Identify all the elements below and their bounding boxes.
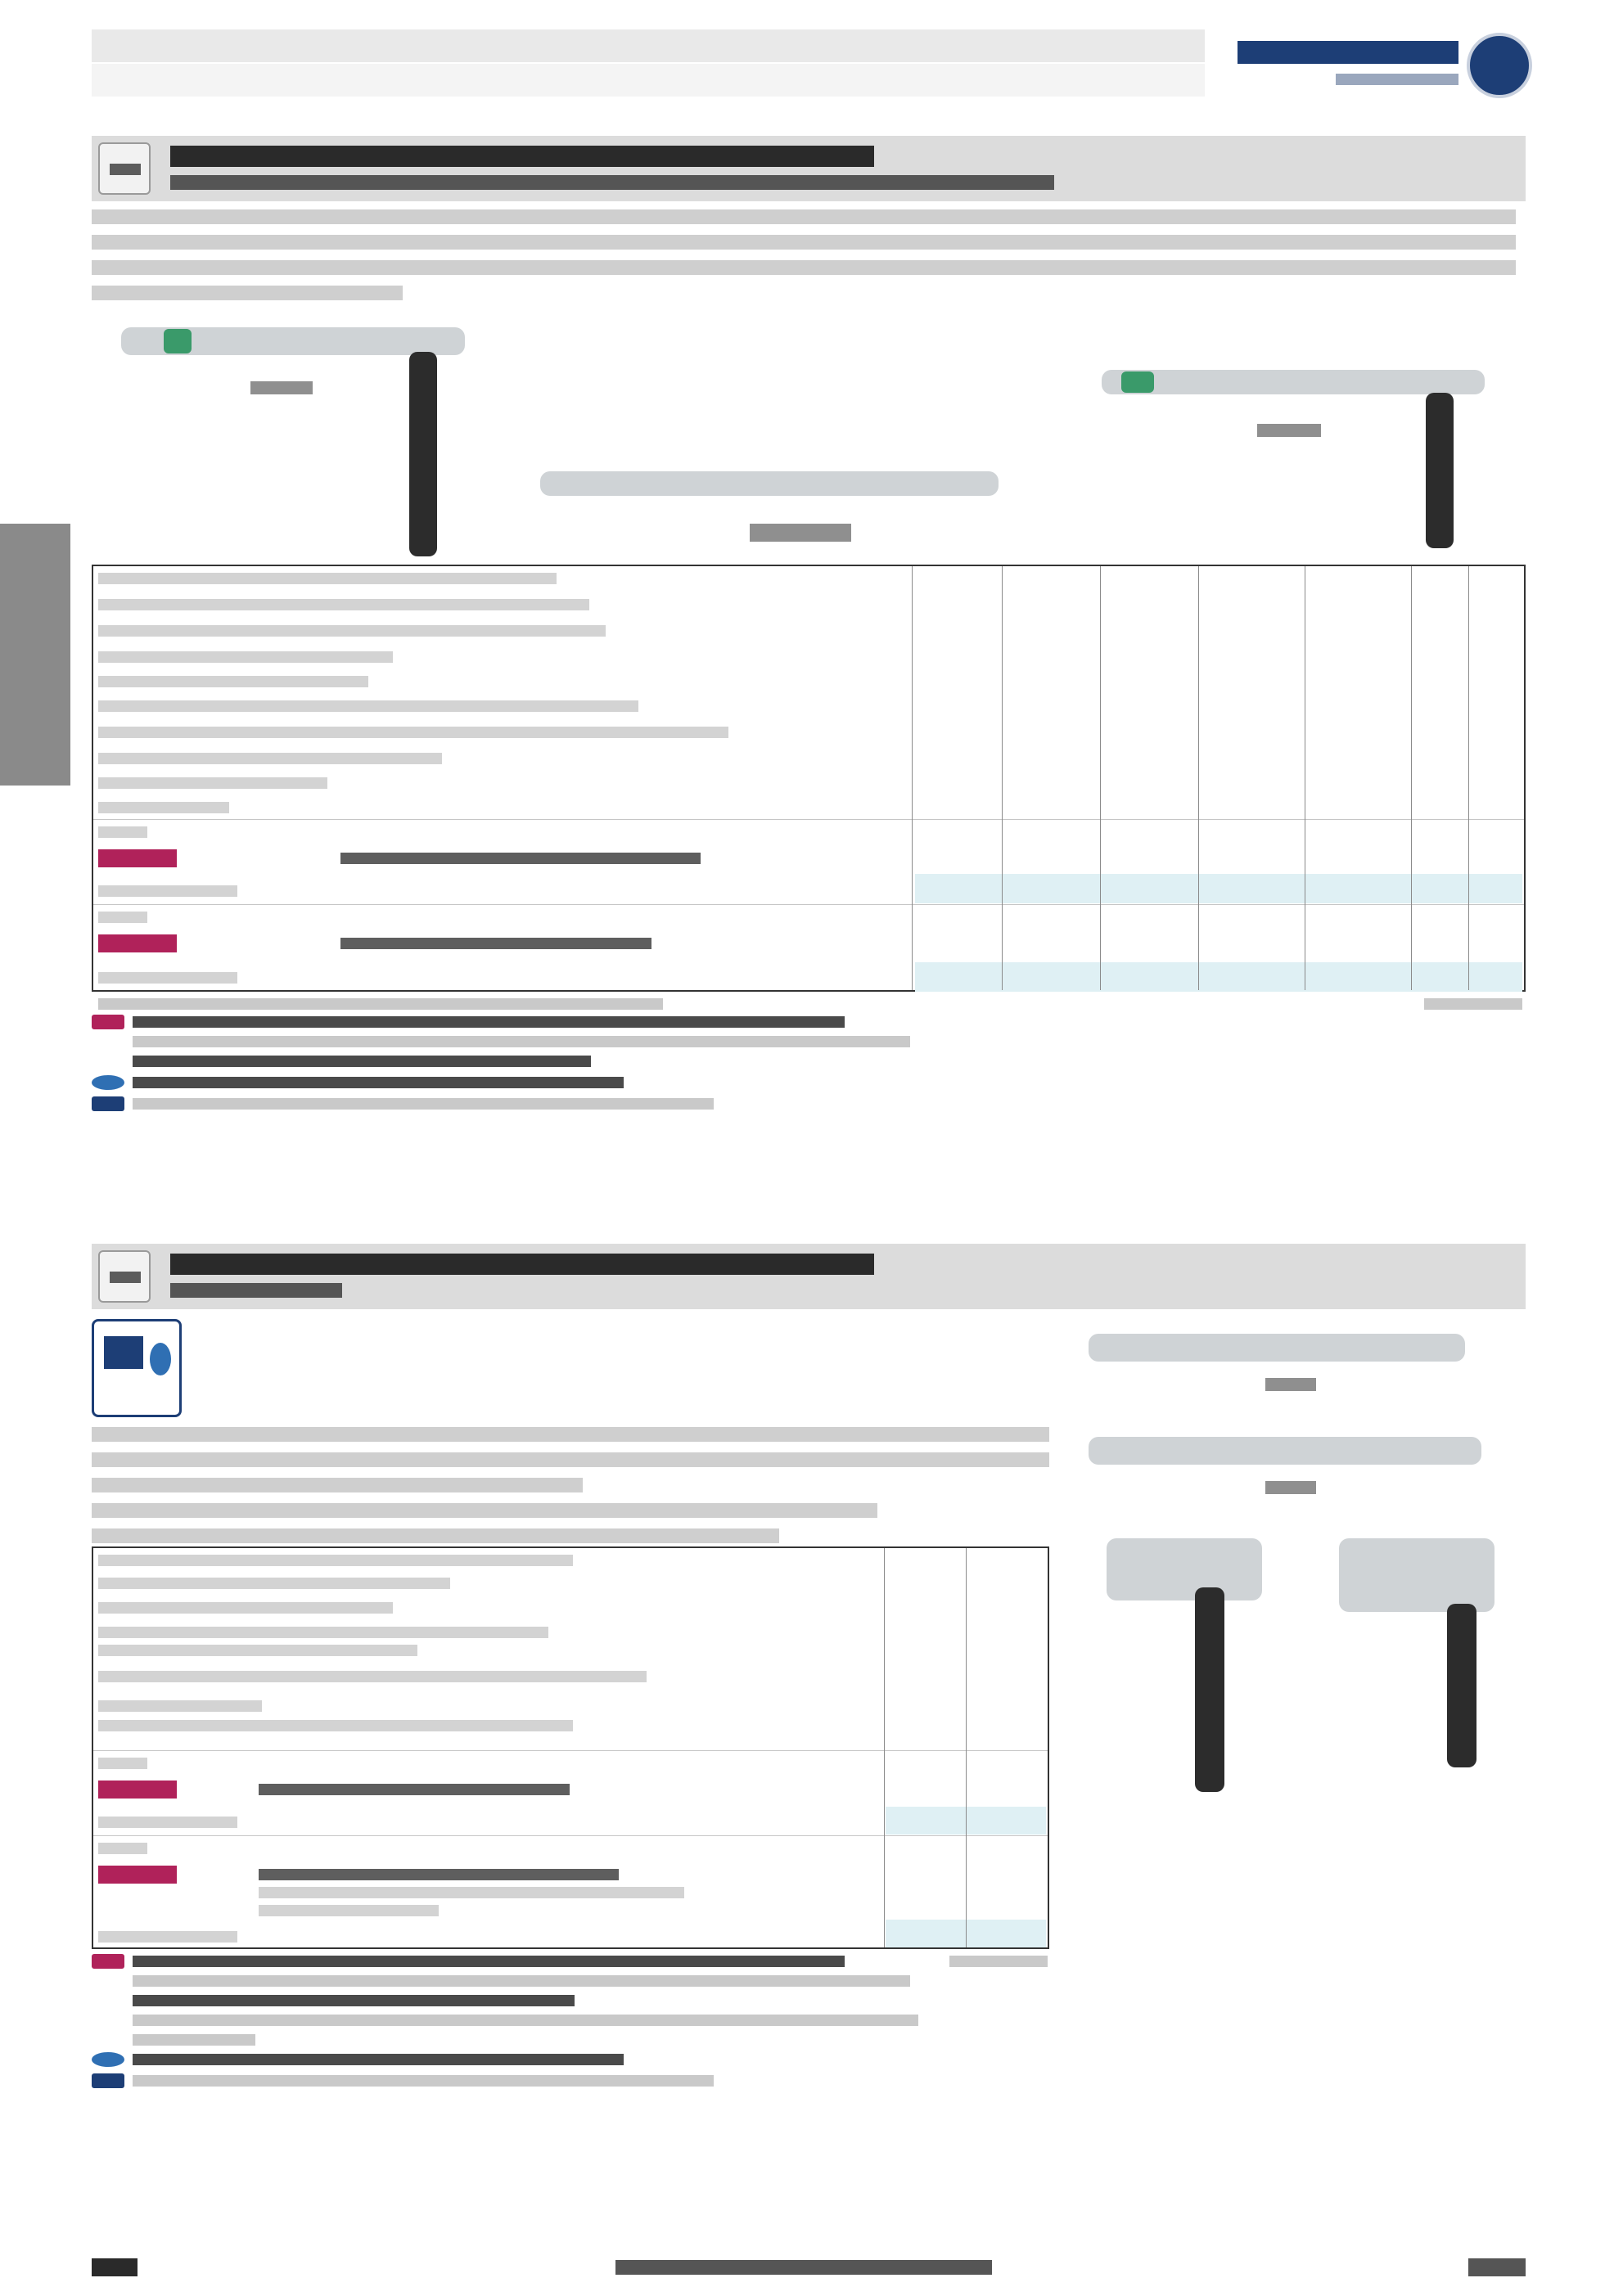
logo-subline	[1336, 74, 1458, 85]
figure-label-a	[250, 381, 313, 394]
header-line-1	[92, 29, 1205, 62]
product-photo-3-cable	[1426, 393, 1454, 548]
phone-icon	[92, 1075, 124, 1090]
figure-label-c	[1257, 424, 1321, 437]
product-group-icon	[98, 142, 151, 195]
product-photo-3-ring	[1121, 371, 1154, 393]
section-2-title-bar	[92, 1244, 1526, 1309]
page-header	[92, 29, 1532, 103]
header-line-2	[92, 64, 1205, 97]
section-2-description	[92, 1427, 1049, 1554]
product-group-icon-2	[98, 1250, 151, 1303]
pdf-arrow-icon	[92, 1015, 124, 1029]
product-photo-6	[1107, 1538, 1262, 1600]
product-photo-3	[1102, 370, 1485, 394]
spec-table-1	[92, 565, 1526, 992]
figure-label-b	[750, 524, 851, 542]
catalog-year	[1468, 2258, 1526, 2276]
back-arrow-icon	[92, 1096, 124, 1111]
ip-rating-icon	[92, 1319, 182, 1417]
product-photo-5	[1089, 1437, 1481, 1465]
section-2-subtitle	[170, 1283, 342, 1298]
phone-icon-2	[92, 2052, 124, 2067]
product-photo-4	[1089, 1334, 1465, 1362]
section-1-description	[92, 209, 1516, 300]
section-1-title-bar	[92, 136, 1526, 201]
spec-table-2	[92, 1546, 1049, 1949]
product-photo-1-ring	[164, 329, 192, 353]
product-photo-1-cable	[409, 352, 437, 556]
product-photo-2	[540, 471, 999, 496]
logo-wordmark	[1238, 41, 1458, 64]
section-1-title	[170, 146, 874, 167]
pdf-arrow-icon-2	[92, 1954, 124, 1969]
order-link[interactable]	[615, 2260, 992, 2275]
section-2	[92, 1244, 1526, 1309]
back-arrow-icon-2	[92, 2073, 124, 2088]
page-number	[92, 2258, 138, 2276]
section-1	[92, 136, 1526, 311]
product-photo-6-cable	[1195, 1587, 1224, 1792]
product-photo-7	[1339, 1538, 1495, 1612]
brand-logo-icon	[1467, 33, 1532, 98]
figure-label-e	[1265, 1481, 1316, 1494]
product-photo-7-cable	[1447, 1604, 1476, 1767]
side-tab[interactable]	[0, 524, 70, 786]
section-2-title	[170, 1254, 874, 1275]
section-1-subtitle	[170, 175, 1054, 190]
brand-logo	[1238, 29, 1532, 103]
page-footer	[92, 2250, 1526, 2283]
figure-label-d	[1265, 1378, 1316, 1391]
